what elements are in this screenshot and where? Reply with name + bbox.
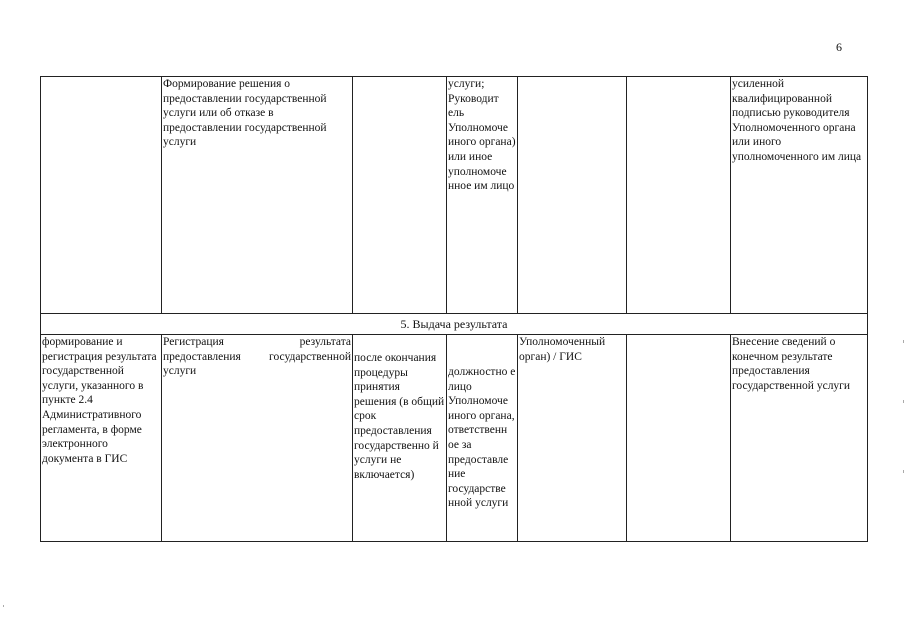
- scan-mark: [3, 605, 4, 607]
- table-cell: [627, 77, 731, 314]
- cell-text: формирование и регистрация результата государственной услуги, указанного в пункте 2.4 Административного регламента, в форме электронного документа в ГИС: [42, 336, 157, 465]
- table-cell: [41, 335, 162, 542]
- section-heading: 5. Выдача результата: [41, 314, 868, 335]
- cell-text: услуги; Руководит ель Уполномоче иного органа) или иное уполномоче нное им лицо: [448, 78, 516, 193]
- section-heading-row: [41, 314, 868, 335]
- table-row: [41, 335, 868, 542]
- scan-mark: [903, 340, 904, 343]
- cell-text: должностно е лицо Уполномоче иного органа, ответственн ое за предоставле ние государстве нной услуги: [448, 366, 516, 510]
- scan-mark: [903, 400, 904, 403]
- table-cell: [518, 77, 627, 314]
- cell-text: Внесение сведений о конечном результате предоставления государственной услуги: [732, 336, 851, 392]
- table-cell: [731, 77, 868, 314]
- table-cell: [353, 335, 447, 542]
- table-cell: [162, 335, 353, 542]
- table-cell: [447, 77, 518, 314]
- table-cell: [41, 77, 162, 314]
- cell-text: после окончания процедуры принятия решения (в общий срок предоставления государственно й услуги не включается): [354, 352, 445, 481]
- table-cell: [627, 335, 731, 542]
- procedure-table: [40, 76, 868, 542]
- cell-text: услуги: [163, 365, 197, 378]
- scan-mark: [903, 470, 904, 473]
- table-cell: [447, 335, 518, 542]
- table-cell: [518, 335, 627, 542]
- table-cell: [162, 77, 353, 314]
- cell-text: Уполномоченный орган) / ГИС: [519, 336, 606, 363]
- table-cell: [353, 77, 447, 314]
- cell-text: предоставления государственной: [163, 350, 351, 363]
- cell-text: Регистрация результата: [163, 336, 351, 348]
- table-cell: [731, 335, 868, 542]
- cell-text: Формирование решения о предоставлении государственной услуги или об отказе в предоставлении государственной услуги: [163, 78, 327, 149]
- table-row: [41, 77, 868, 314]
- page-number: 6: [836, 40, 842, 54]
- cell-text: усиленной квалифицированной подписью руководителя Уполномоченного органа или иного уполномоченного им лица: [732, 78, 862, 163]
